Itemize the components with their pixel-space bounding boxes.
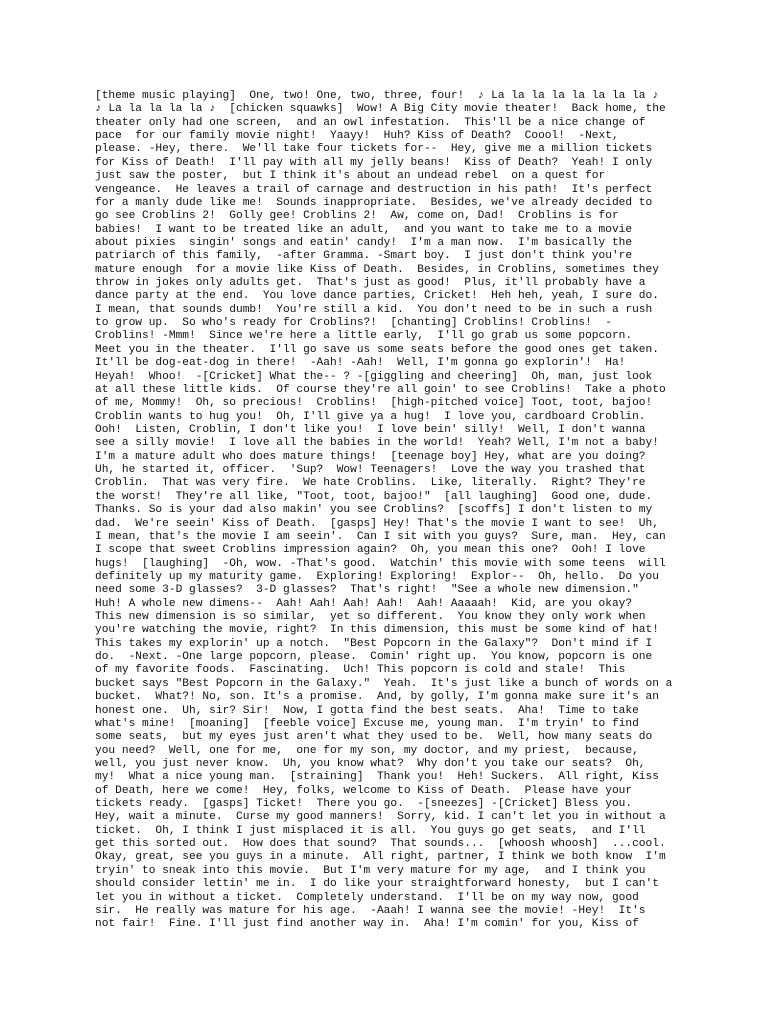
transcript-page: [95, 90, 675, 932]
transcript-line: Huh! A whole new dimens-- Aah! Aah! Aah! Aah! Aah! Aaaaah! Kid, are you okay?: [95, 597, 633, 610]
transcript-line: well, you just never know. Uh, you know what? Why don't you take our seats? Oh,: [95, 757, 646, 770]
transcript-line: patriarch of this family, -after Gramma. -Smart boy. I just don't think you're: [95, 250, 633, 263]
transcript-line: I'm a mature adult who does mature things! [teenage boy] Hey, what are you doing?: [95, 450, 646, 463]
transcript-line: of my favorite foods. Fascinating. Uch! This popcorn is cold and stale! This: [95, 664, 626, 677]
transcript-line: tryin' to sneak into this movie. But I'm very mature for my age, and I think you: [95, 864, 646, 877]
transcript-line: Meet you in the theater. I'll go save us some seats before the good ones get taken.: [95, 343, 659, 356]
transcript-line: Uh, he started it, officer. 'Sup? Wow! Teenagers! Love the way you trashed that: [95, 464, 646, 477]
transcript-line: what's mine! [moaning] [feeble voice] Excuse me, young man. I'm tryin' to find: [95, 717, 639, 730]
transcript-line: let you in without a ticket. Completely understand. I'll be on my way now, good: [95, 891, 639, 904]
transcript-line: Okay, great, see you guys in a minute. All right, partner, I think we both know I'm: [95, 851, 666, 864]
transcript-line: pace for our family movie night! Yaayy! Huh? Kiss of Death? Coool! -Next,: [95, 130, 619, 143]
transcript-line: I mean, that's the movie I am seein'. Can I sit with you guys? Sure, man. Hey, can: [95, 530, 666, 543]
transcript-line: sir. He really was mature for his age. -Aaah! I wanna see the movie! -Hey! It's: [95, 904, 646, 917]
transcript-line: ♪ La la la la la ♪ [chicken squawks] Wow! A Big City movie theater! Back home, the: [95, 103, 666, 116]
transcript-line: bucket. What?! No, son. It's a promise. And, by golly, I'm gonna make sure it's an: [95, 691, 659, 704]
transcript-line: hugs! [laughing] -Oh, wow. -That's good. Watchin' this movie with some teens will: [95, 557, 666, 570]
transcript-line: tickets ready. [gasps] Ticket! There you go. -[sneezes] -[Cricket] Bless you.: [95, 798, 633, 811]
transcript-line: go see Croblins 2! Golly gee! Croblins 2! Aw, come on, Dad! Croblins is for: [95, 210, 619, 223]
transcript-line: get this sorted out. How does that sound? That sounds... [whoosh whoosh] ...cool.: [95, 838, 666, 851]
transcript-line: for a manly dude like me! Sounds inappropriate. Besides, we've already decided to: [95, 196, 653, 209]
transcript-line: vengeance. He leaves a trail of carnage and destruction in his path! It's perfect: [95, 183, 653, 196]
transcript-line: dad. We're seein' Kiss of Death. [gasps] Hey! That's the movie I want to see! Uh,: [95, 517, 659, 530]
transcript-line: not fair! Fine. I'll just find another way in. Aha! I'm comin' for you, Kiss of: [95, 918, 639, 931]
transcript-line: at all these little kids. Of course they're all goin' to see Croblins! Take a photo: [95, 383, 666, 396]
transcript-line: see a silly movie! I love all the babies in the world! Yeah? Well, I'm not a baby!: [95, 437, 659, 450]
transcript-line: some seats, but my eyes just aren't what they used to be. Well, how many seats do: [95, 731, 653, 744]
transcript-line: Ooh! Listen, Croblin, I don't like you! I love bein' silly! Well, I don't wanna: [95, 423, 646, 436]
transcript-line: throw in jokes only adults get. That's just as good! Plus, it'll probably have a: [95, 277, 646, 290]
transcript-line: Croblin wants to hug you! Oh, I'll give ya a hug! I love you, cardboard Croblin.: [95, 410, 646, 423]
transcript-line: you need? Well, one for me, one for my son, my doctor, and my priest, because,: [95, 744, 639, 757]
transcript-line: about pixies singin' songs and eatin' candy! I'm a man now. I'm basically the: [95, 236, 633, 249]
transcript-line: Thanks. So is your dad also makin' you see Croblins? [scoffs] I don't listen to my: [95, 504, 653, 517]
transcript-line: It'll be dog-eat-dog in there! -Aah! -Aah! Well, I'm gonna go explorin'! Ha!: [95, 357, 626, 370]
transcript-line: just saw the poster, but I think it's about an undead rebel on a quest for: [95, 170, 606, 183]
transcript-line: This new dimension is so similar, yet so different. You know they only work when: [95, 611, 646, 624]
transcript-line: honest one. Uh, sir? Sir! Now, I gotta find the best seats. Aha! Time to take: [95, 704, 639, 717]
transcript-line: the worst! They're all like, "Toot, toot, bajoo!" [all laughing] Good one, dude.: [95, 490, 653, 503]
transcript-line: theater only had one screen, and an owl infestation. This'll be a nice change of: [95, 116, 646, 129]
transcript-line: Croblins! -Mmm! Since we're here a little early, I'll go grab us some popcorn.: [95, 330, 633, 343]
transcript-line: please. -Hey, there. We'll take four tickets for-- Hey, give me a million tickets: [95, 143, 653, 156]
transcript-line: to grow up. So who's ready for Croblins?! [chanting] Croblins! Croblins! -: [95, 317, 612, 330]
transcript-line: I scope that sweet Croblins impression again? Oh, you mean this one? Ooh! I love: [95, 544, 646, 557]
transcript-line: [theme music playing] One, two! One, two, three, four! ♪ La la la la la la la la ♪: [95, 90, 659, 102]
transcript-line: do. -Next. -One large popcorn, please. Comin' right up. You know, popcorn is one: [95, 651, 653, 664]
transcript-line: babies! I want to be treated like an adult, and you want to take me to a movie: [95, 223, 633, 236]
transcript-line: Croblin. That was very fire. We hate Croblins. Like, literally. Right? They're: [95, 477, 646, 490]
transcript-line: for Kiss of Death! I'll pay with all my jelly beans! Kiss of Death? Yeah! I only: [95, 156, 653, 169]
transcript-line: need some 3-D glasses? 3-D glasses? That's right! "See a whole new dimension.": [95, 584, 639, 597]
transcript-line: ticket. Oh, I think I just misplaced it is all. You guys go get seats, and I'll: [95, 824, 646, 837]
transcript-line: This takes my explorin' up a notch. "Best Popcorn in the Galaxy"? Don't mind if I: [95, 637, 653, 650]
transcript-line: I mean, that sounds dumb! You're still a kid. You don't need to be in such a rush: [95, 303, 653, 316]
transcript-line: definitely up my maturity game. Exploring! Exploring! Explor-- Oh, hello. Do you: [95, 570, 659, 583]
transcript-line: Heyah! Whoo! -[Cricket] What the-- ? -[giggling and cheering] Oh, man, just look: [95, 370, 653, 383]
transcript-line: should consider lettin' me in. I do like your straightforward honesty, but I can't: [95, 878, 659, 891]
transcript-line: you're watching the movie, right? In this dimension, this must be some kind of hat!: [95, 624, 659, 637]
transcript-line: Hey, wait a minute. Curse my good manners! Sorry, kid. I can't let you in without a: [95, 811, 666, 824]
transcript-line: my! What a nice young man. [straining] Thank you! Heh! Suckers. All right, Kiss: [95, 771, 659, 784]
transcript-line: of Death, here we come! Hey, folks, welcome to Kiss of Death. Please have your: [95, 784, 633, 797]
transcript-line: bucket says "Best Popcorn in the Galaxy." Yeah. It's just like a bunch of words on a: [95, 677, 673, 690]
transcript-line: of me, Mommy! Oh, so precious! Croblins! [high-pitched voice] Toot, toot, bajoo!: [95, 397, 653, 410]
transcript-line: dance party at the end. You love dance parties, Cricket! Heh heh, yeah, I sure do.: [95, 290, 659, 303]
transcript-line: mature enough for a movie like Kiss of Death. Besides, in Croblins, sometimes they: [95, 263, 659, 276]
